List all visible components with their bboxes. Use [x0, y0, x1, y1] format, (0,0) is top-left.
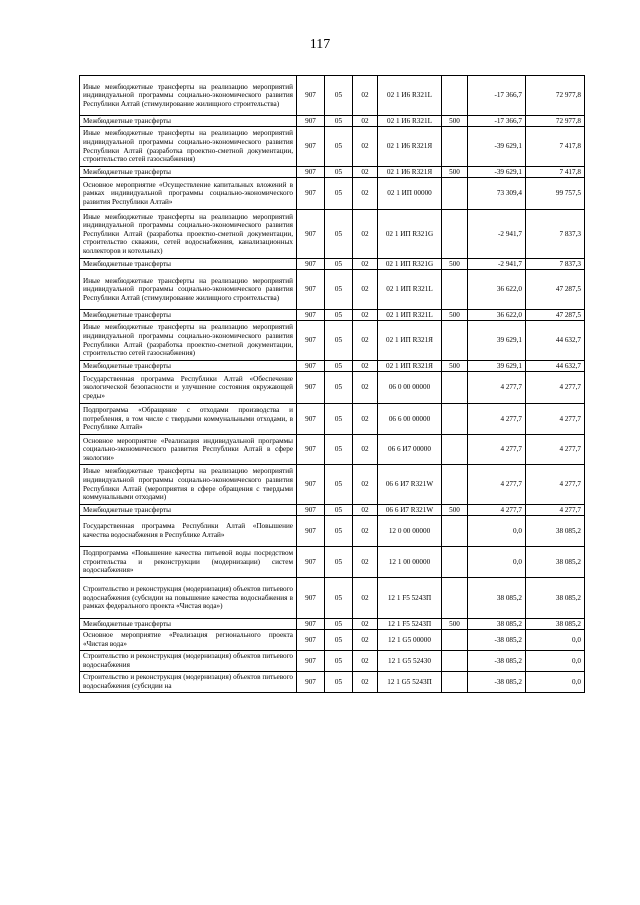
table-row: [80, 619, 585, 630]
grbs-cell: 907: [297, 651, 325, 672]
grbs-cell: 907: [297, 404, 325, 435]
grbs-cell: 907: [297, 167, 325, 178]
target-article-cell: 06 0 00 00000: [378, 372, 442, 404]
table-row: [80, 578, 585, 619]
table-row: [80, 505, 585, 516]
amount-change-cell: 4 277,7: [468, 372, 526, 404]
table-row: [80, 116, 585, 127]
row-name-cell: Государственная программа Республики Алтай «Обеспечение экологической безопасности и улучшение состояния окружающей среды»: [80, 372, 297, 404]
grbs-cell: 907: [297, 310, 325, 321]
amount-total-cell: 47 287,5: [526, 310, 585, 321]
grbs-cell: 907: [297, 465, 325, 505]
amount-change-cell: -17 366,7: [468, 116, 526, 127]
table-row: [80, 127, 585, 167]
row-name-cell: Строительство и реконструкция (модернизация) объектов питьевого водоснабжения (субсидии на: [80, 672, 297, 693]
row-name-cell: Строительство и реконструкция (модернизация) объектов питьевого водоснабжения: [80, 651, 297, 672]
subsection-cell: 02: [353, 578, 378, 619]
amount-total-cell: 7 417,8: [526, 127, 585, 167]
amount-change-cell: 36 622,0: [468, 270, 526, 310]
expense-type-cell: 500: [442, 259, 468, 270]
target-article-cell: 12 1 00 00000: [378, 547, 442, 578]
expense-type-cell: 500: [442, 167, 468, 178]
section-cell: 05: [325, 259, 353, 270]
subsection-cell: 02: [353, 270, 378, 310]
grbs-cell: 907: [297, 127, 325, 167]
page-number: 117: [309, 37, 331, 52]
section-cell: 05: [325, 210, 353, 259]
row-name-cell: Основное мероприятие «Реализация регионального проекта «Чистая вода»: [80, 630, 297, 651]
target-article-cell: 12 0 00 00000: [378, 516, 442, 547]
table-row: [80, 672, 585, 693]
table-row: [80, 435, 585, 465]
section-cell: 05: [325, 630, 353, 651]
amount-total-cell: 72 977,8: [526, 76, 585, 116]
subsection-cell: 02: [353, 361, 378, 372]
expense-type-cell: [442, 672, 468, 693]
section-cell: 05: [325, 361, 353, 372]
amount-total-cell: 44 632,7: [526, 361, 585, 372]
amount-total-cell: 72 977,8: [526, 116, 585, 127]
amount-total-cell: 38 085,2: [526, 547, 585, 578]
subsection-cell: 02: [353, 127, 378, 167]
amount-total-cell: 7 837,3: [526, 259, 585, 270]
amount-total-cell: 4 277,7: [526, 465, 585, 505]
grbs-cell: 907: [297, 270, 325, 310]
row-name-cell: Межбюджетные трансферты: [80, 619, 297, 630]
table-row: [80, 361, 585, 372]
amount-change-cell: -38 085,2: [468, 672, 526, 693]
amount-change-cell: 4 277,7: [468, 505, 526, 516]
amount-change-cell: -39 629,1: [468, 167, 526, 178]
amount-total-cell: 0,0: [526, 630, 585, 651]
section-cell: 05: [325, 516, 353, 547]
target-article-cell: 06 6 И7 00000: [378, 435, 442, 465]
section-cell: 05: [325, 178, 353, 210]
row-name-cell: Межбюджетные трансферты: [80, 259, 297, 270]
subsection-cell: 02: [353, 516, 378, 547]
expense-type-cell: 500: [442, 505, 468, 516]
expense-type-cell: 500: [442, 619, 468, 630]
amount-change-cell: -2 941,7: [468, 259, 526, 270]
target-article-cell: 12 1 G5 5243П: [378, 672, 442, 693]
subsection-cell: 02: [353, 435, 378, 465]
section-cell: 05: [325, 372, 353, 404]
subsection-cell: 02: [353, 651, 378, 672]
amount-total-cell: 38 085,2: [526, 578, 585, 619]
amount-change-cell: -38 085,2: [468, 630, 526, 651]
subsection-cell: 02: [353, 672, 378, 693]
row-name-cell: Государственная программа Республики Алтай «Повышение качества водоснабжения в Республике Алтай»: [80, 516, 297, 547]
amount-change-cell: -2 941,7: [468, 210, 526, 259]
amount-total-cell: 0,0: [526, 672, 585, 693]
table-row: [80, 270, 585, 310]
expense-type-cell: [442, 547, 468, 578]
row-name-cell: Межбюджетные трансферты: [80, 505, 297, 516]
grbs-cell: 907: [297, 321, 325, 361]
section-cell: 05: [325, 619, 353, 630]
grbs-cell: 907: [297, 619, 325, 630]
section-cell: 05: [325, 167, 353, 178]
amount-change-cell: 36 622,0: [468, 310, 526, 321]
amount-total-cell: 4 277,7: [526, 435, 585, 465]
amount-total-cell: 47 287,5: [526, 270, 585, 310]
amount-change-cell: 4 277,7: [468, 465, 526, 505]
target-article-cell: 02 1 И6 R321Я: [378, 167, 442, 178]
grbs-cell: 907: [297, 630, 325, 651]
table-row: [80, 259, 585, 270]
section-cell: 05: [325, 465, 353, 505]
section-cell: 05: [325, 435, 353, 465]
target-article-cell: 02 1 ИП R321Я: [378, 361, 442, 372]
subsection-cell: 02: [353, 310, 378, 321]
grbs-cell: 907: [297, 672, 325, 693]
section-cell: 05: [325, 404, 353, 435]
grbs-cell: 907: [297, 116, 325, 127]
target-article-cell: 02 1 ИП R321G: [378, 259, 442, 270]
amount-change-cell: -17 366,7: [468, 76, 526, 116]
row-name-cell: Подпрограмма «Обращение с отходами производства и потребления, в том числе с твердыми коммунальными отходами, в Республике Алтай»: [80, 404, 297, 435]
section-cell: 05: [325, 76, 353, 116]
row-name-cell: Подпрограмма «Повышение качества питьевой воды посредством строительства и реконструкции (модернизации) систем водоснабжения»: [80, 547, 297, 578]
target-article-cell: 06 6 00 00000: [378, 404, 442, 435]
subsection-cell: 02: [353, 116, 378, 127]
amount-change-cell: 73 309,4: [468, 178, 526, 210]
section-cell: 05: [325, 321, 353, 361]
expense-type-cell: [442, 516, 468, 547]
grbs-cell: 907: [297, 547, 325, 578]
row-name-cell: Иные межбюджетные трансферты на реализацию мероприятий индивидуальной программы социально-экономического развития Республики Алтай (разработка проектно-сметной документации, строительство сетей газоснабжения): [80, 127, 297, 167]
expense-type-cell: 500: [442, 310, 468, 321]
table-row: [80, 76, 585, 116]
table-row: [80, 210, 585, 259]
table-row: [80, 516, 585, 547]
grbs-cell: 907: [297, 210, 325, 259]
amount-change-cell: -39 629,1: [468, 127, 526, 167]
subsection-cell: 02: [353, 547, 378, 578]
subsection-cell: 02: [353, 465, 378, 505]
section-cell: 05: [325, 116, 353, 127]
amount-change-cell: 39 629,1: [468, 361, 526, 372]
target-article-cell: 06 6 И7 R321W: [378, 505, 442, 516]
row-name-cell: Иные межбюджетные трансферты на реализацию мероприятий индивидуальной программы социально-экономического развития Республики Алтай (разработка проектно-сметной документации, строительство скважин, сетей водоснабжения, канализационных коллекторов и котельных): [80, 210, 297, 259]
row-name-cell: Основное мероприятие «Реализация индивидуальной программы социально-экономического развития Республики Алтай в сфере экологии»: [80, 435, 297, 465]
grbs-cell: 907: [297, 178, 325, 210]
row-name-cell: Иные межбюджетные трансферты на реализацию мероприятий индивидуальной программы социально-экономического развития Республики Алтай (стимулирование жилищного строительства): [80, 270, 297, 310]
table-row: [80, 404, 585, 435]
expense-type-cell: [442, 630, 468, 651]
section-cell: 05: [325, 578, 353, 619]
grbs-cell: 907: [297, 516, 325, 547]
row-name-cell: Иные межбюджетные трансферты на реализацию мероприятий индивидуальной программы социально-экономического развития Республики Алтай (разработка проектно-сметной документации, строительство сетей газоснабжения): [80, 321, 297, 361]
subsection-cell: 02: [353, 76, 378, 116]
grbs-cell: 907: [297, 372, 325, 404]
expense-type-cell: 500: [442, 361, 468, 372]
expense-type-cell: [442, 76, 468, 116]
section-cell: 05: [325, 310, 353, 321]
target-article-cell: 02 1 ИП R321L: [378, 310, 442, 321]
amount-total-cell: 0,0: [526, 651, 585, 672]
amount-change-cell: 38 085,2: [468, 578, 526, 619]
expense-type-cell: [442, 321, 468, 361]
section-cell: 05: [325, 651, 353, 672]
target-article-cell: 02 1 И6 R321L: [378, 76, 442, 116]
subsection-cell: 02: [353, 404, 378, 435]
expense-type-cell: 500: [442, 116, 468, 127]
budget-table: [79, 75, 585, 693]
subsection-cell: 02: [353, 167, 378, 178]
target-article-cell: 12 1 G5 52430: [378, 651, 442, 672]
amount-change-cell: 39 629,1: [468, 321, 526, 361]
grbs-cell: 907: [297, 76, 325, 116]
row-name-cell: Межбюджетные трансферты: [80, 361, 297, 372]
section-cell: 05: [325, 270, 353, 310]
target-article-cell: 02 1 ИП R321G: [378, 210, 442, 259]
expense-type-cell: [442, 372, 468, 404]
subsection-cell: 02: [353, 259, 378, 270]
amount-change-cell: 0,0: [468, 516, 526, 547]
target-article-cell: 06 6 И7 R321W: [378, 465, 442, 505]
table-row: [80, 310, 585, 321]
amount-total-cell: 38 085,2: [526, 619, 585, 630]
amount-change-cell: 38 085,2: [468, 619, 526, 630]
grbs-cell: 907: [297, 505, 325, 516]
amount-total-cell: 44 632,7: [526, 321, 585, 361]
amount-total-cell: 4 277,7: [526, 404, 585, 435]
subsection-cell: 02: [353, 178, 378, 210]
table-row: [80, 651, 585, 672]
grbs-cell: 907: [297, 578, 325, 619]
amount-total-cell: 4 277,7: [526, 505, 585, 516]
target-article-cell: 12 1 F5 5243П: [378, 619, 442, 630]
grbs-cell: 907: [297, 259, 325, 270]
table-row: [80, 178, 585, 210]
target-article-cell: 12 1 F5 5243П: [378, 578, 442, 619]
row-name-cell: Основное мероприятие «Осуществление капитальных вложений в рамках индивидуальной программы социально-экономического развития Республики Алтай»: [80, 178, 297, 210]
table-row: [80, 321, 585, 361]
amount-change-cell: -38 085,2: [468, 651, 526, 672]
subsection-cell: 02: [353, 321, 378, 361]
target-article-cell: 12 1 G5 00000: [378, 630, 442, 651]
table-row: [80, 630, 585, 651]
section-cell: 05: [325, 505, 353, 516]
amount-change-cell: 0,0: [468, 547, 526, 578]
amount-total-cell: 7 417,8: [526, 167, 585, 178]
expense-type-cell: [442, 210, 468, 259]
grbs-cell: 907: [297, 361, 325, 372]
table-row: [80, 547, 585, 578]
target-article-cell: 02 1 ИП R321L: [378, 270, 442, 310]
amount-total-cell: 7 837,3: [526, 210, 585, 259]
subsection-cell: 02: [353, 372, 378, 404]
target-article-cell: 02 1 ИП R321Я: [378, 321, 442, 361]
expense-type-cell: [442, 270, 468, 310]
subsection-cell: 02: [353, 619, 378, 630]
expense-type-cell: [442, 578, 468, 619]
expense-type-cell: [442, 127, 468, 167]
expense-type-cell: [442, 651, 468, 672]
section-cell: 05: [325, 127, 353, 167]
grbs-cell: 907: [297, 435, 325, 465]
subsection-cell: 02: [353, 210, 378, 259]
row-name-cell: Иные межбюджетные трансферты на реализацию мероприятий индивидуальной программы социально-экономического развития Республики Алтай (стимулирование жилищного строительства): [80, 76, 297, 116]
expense-type-cell: [442, 404, 468, 435]
table-row: [80, 465, 585, 505]
amount-total-cell: 4 277,7: [526, 372, 585, 404]
table-row: [80, 372, 585, 404]
expense-type-cell: [442, 178, 468, 210]
expense-type-cell: [442, 465, 468, 505]
row-name-cell: Строительство и реконструкция (модернизация) объектов питьевого водоснабжения (субсидии на повышение качества водоснабжения в рамках федерального проекта «Чистая вода»): [80, 578, 297, 619]
section-cell: 05: [325, 672, 353, 693]
target-article-cell: 02 1 И6 R321L: [378, 116, 442, 127]
row-name-cell: Межбюджетные трансферты: [80, 116, 297, 127]
table-row: [80, 167, 585, 178]
target-article-cell: 02 1 И6 R321Я: [378, 127, 442, 167]
row-name-cell: Иные межбюджетные трансферты на реализацию мероприятий индивидуальной программы социально-экономического развития Республики Алтай (мероприятия в сфере обращения с твердыми коммунальными отходами): [80, 465, 297, 505]
amount-total-cell: 99 757,5: [526, 178, 585, 210]
subsection-cell: 02: [353, 505, 378, 516]
amount-change-cell: 4 277,7: [468, 404, 526, 435]
subsection-cell: 02: [353, 630, 378, 651]
section-cell: 05: [325, 547, 353, 578]
expense-type-cell: [442, 435, 468, 465]
amount-total-cell: 38 085,2: [526, 516, 585, 547]
row-name-cell: Межбюджетные трансферты: [80, 167, 297, 178]
target-article-cell: 02 1 ИП 00000: [378, 178, 442, 210]
row-name-cell: Межбюджетные трансферты: [80, 310, 297, 321]
amount-change-cell: 4 277,7: [468, 435, 526, 465]
